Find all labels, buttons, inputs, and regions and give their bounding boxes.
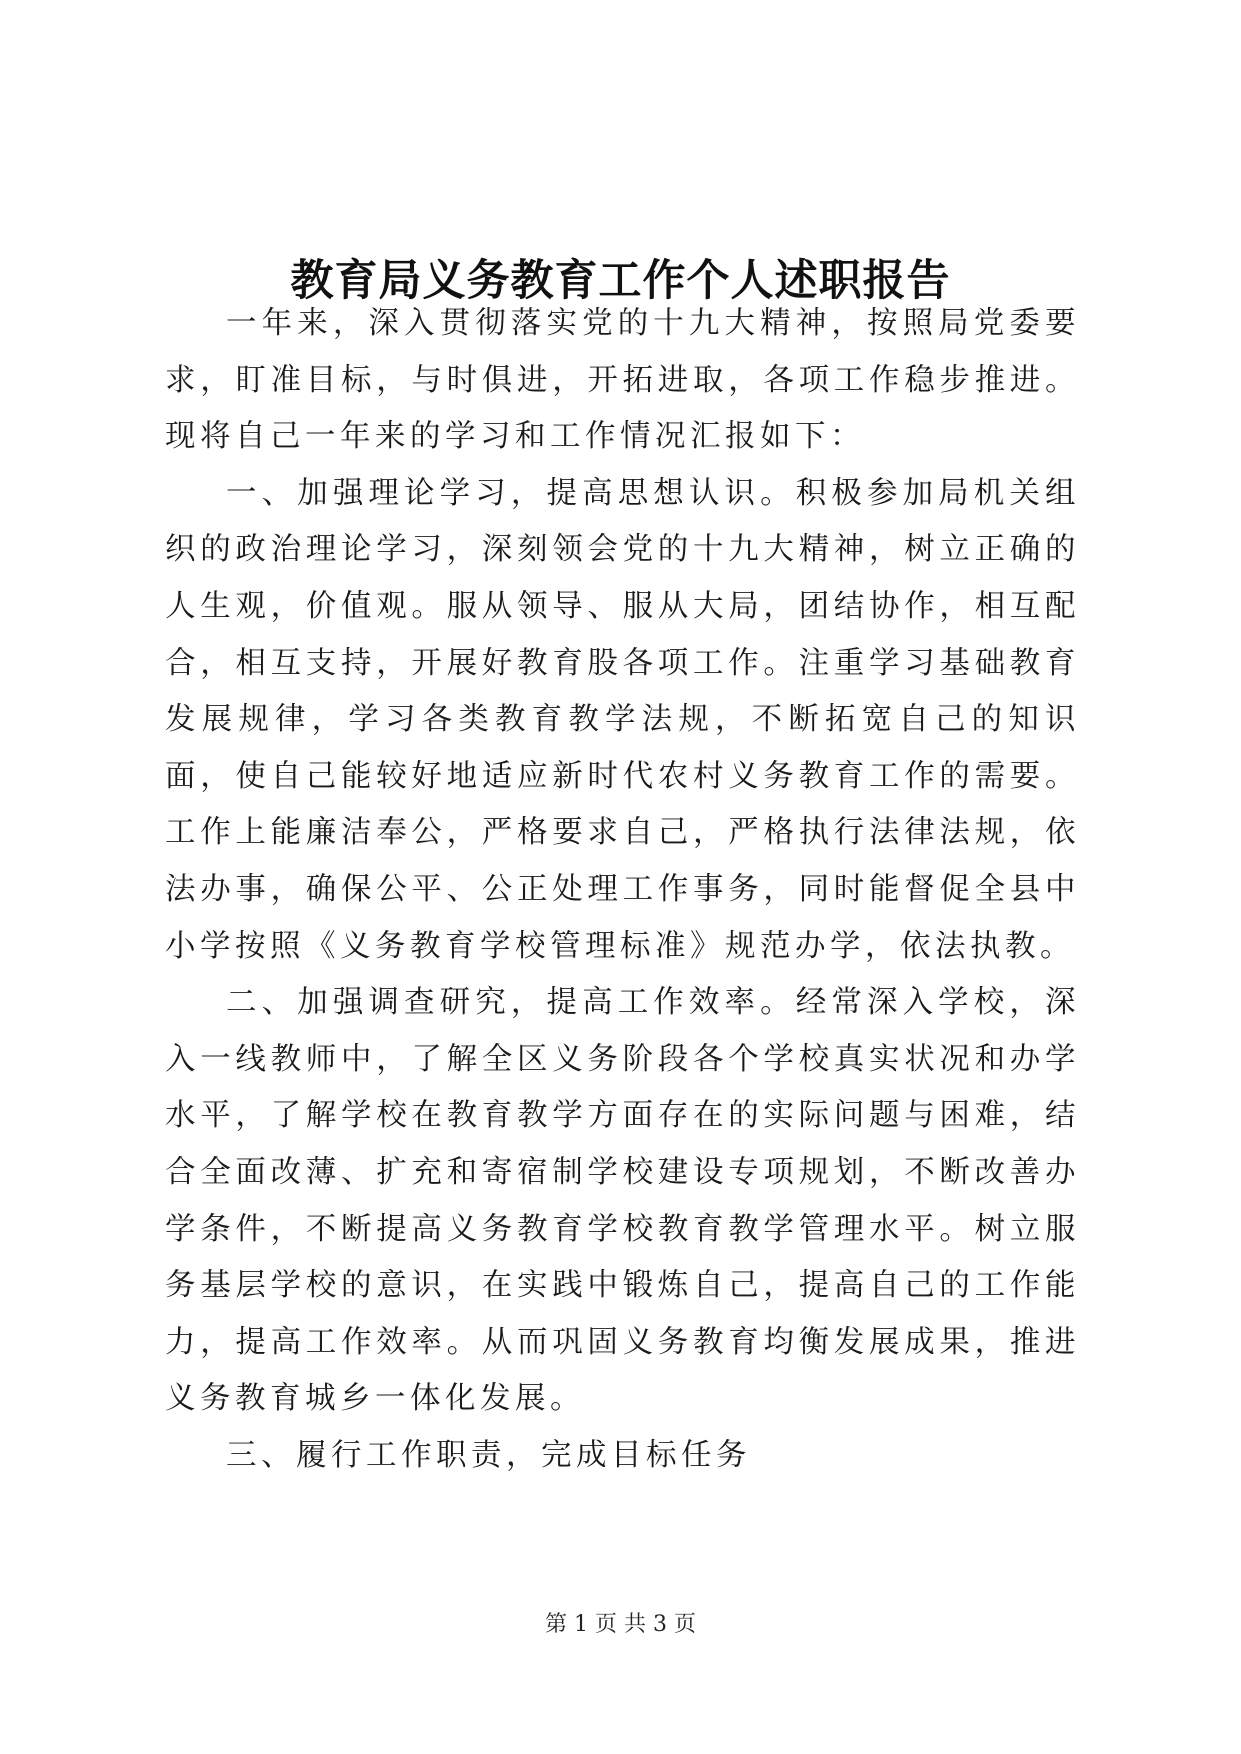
document-title: 教育局义务教育工作个人述职报告 — [290, 255, 951, 306]
document-body — [165, 296, 1080, 1484]
paragraph-intro: 一年来，深入贯彻落实党的十九大精神，按照局党委要求，盯准目标，与时俱进，开拓进取，各项工作稳步推进。现将自己一年来的学习和工作情况汇报如下： — [165, 306, 1080, 455]
paragraph-section-2: 二、加强调查研究，提高工作效率。经常深入学校，深入一线教师中，了解全区义务阶段各个学校真实状况和办学水平，了解学校在教育教学方面存在的实际问题与困难，结合全面改薄、扩充和寄宿制学校建设专项规划，不断改善办学条件，不断提高义务教育学校教育教学管理水平。树立服务基层学校的意识，在实践中锻炼自己，提高自己的工作能力，提高工作效率。从而巩固义务教育均衡发展成果，推进义务教育城乡一体化发展。 — [165, 985, 1080, 1417]
paragraph-section-1: 一、加强理论学习，提高思想认识。积极参加局机关组织的政治理论学习，深刻领会党的十九大精神，树立正确的人生观，价值观。服从领导、服从大局，团结协作，相互配合，相互支持，开展好教育股各项工作。注重学习基础教育发展规律，学习各类教育教学法规，不断拓宽自己的知识面，使自己能较好地适应新时代农村义务教育工作的需要。工作上能廉洁奉公，严格要求自己，严格执行法律法规，依法办事，确保公平、公正处理工作事务，同时能督促全县中小学按照《义务教育学校管理标准》规范办学，依法执教。 — [165, 475, 1080, 964]
paragraph-section-3-heading: 三、履行工作职责，完成目标任务 — [226, 1437, 751, 1473]
page-number-footer: 第 1 页 共 3 页 — [545, 1612, 696, 1637]
